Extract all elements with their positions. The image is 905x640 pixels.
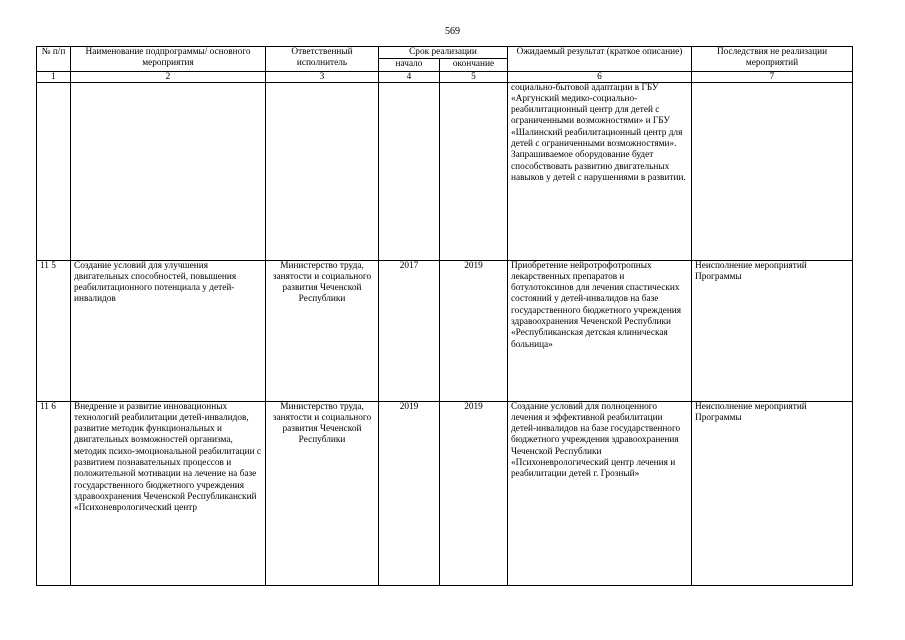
column-number: 5 bbox=[440, 71, 508, 82]
row-name: Внедрение и развитие инновационных технологий реабилитации детей-инвалидов, развитие методик функциональных и двигательных возможностей организма, методик психо-эмоциональной реабилитации с развитием познавательных процессов и положительной мотивации на лечение на базе государственного бюджетного учреждения здравоохранения Чеченской Республиканский «Психоневрологический центр bbox=[71, 401, 266, 585]
page-number: 569 bbox=[445, 26, 460, 37]
row-result: социально-бытовой адаптации в ГБУ «Аргунский медико-социально-реабилитационный центр для детей с ограниченными возможностями» и ГБУ «Шалинский реабилитационный центр для детей с ограниченными возможностями». Запрашиваемое оборудование будет способствовать развитию двигательных навыков у детей с нарушениями в развитии. bbox=[508, 82, 692, 260]
header-responsible: Ответственный исполнитель bbox=[266, 47, 379, 72]
column-number: 4 bbox=[379, 71, 440, 82]
row-consequence: Неисполнение мероприятий Программы bbox=[692, 401, 853, 585]
row-responsible: Министерство труда, занятости и социального развития Чеченской Республики bbox=[266, 401, 379, 585]
row-name: Создание условий для улучшения двигательных способностей, повышения реабилитационного потенциала у детей-инвалидов bbox=[71, 260, 266, 401]
row-name bbox=[71, 82, 266, 260]
row-num bbox=[37, 82, 71, 260]
row-end bbox=[440, 82, 508, 260]
column-number-row bbox=[37, 71, 853, 82]
column-number: 7 bbox=[692, 71, 853, 82]
header-end: окончание bbox=[440, 59, 508, 71]
row-end: 2019 bbox=[440, 401, 508, 585]
row-consequence bbox=[692, 82, 853, 260]
header-num: № п/п bbox=[37, 47, 71, 72]
row-start: 2019 bbox=[379, 401, 440, 585]
header-period: Срок реализации bbox=[379, 47, 508, 59]
header-consequence: Последствия не реализации мероприятий bbox=[692, 47, 853, 72]
table-row bbox=[37, 82, 853, 260]
column-number: 6 bbox=[508, 71, 692, 82]
column-number: 2 bbox=[71, 71, 266, 82]
header-row bbox=[37, 47, 853, 59]
column-number: 3 bbox=[266, 71, 379, 82]
row-num: 11 6 bbox=[37, 401, 71, 585]
row-start bbox=[379, 82, 440, 260]
column-number: 1 bbox=[37, 71, 71, 82]
row-result: Создание условий для полноценного лечения и эффективной реабилитации детей-инвалидов на базе государственного бюджетного учреждения здравоохранения Чеченской Республики «Психоневрологический центр лечения и реабилитации детей г. Грозный» bbox=[508, 401, 692, 585]
program-table bbox=[36, 46, 853, 586]
row-responsible bbox=[266, 82, 379, 260]
table-row bbox=[37, 401, 853, 585]
table-row bbox=[37, 260, 853, 401]
row-end: 2019 bbox=[440, 260, 508, 401]
header-name: Наименование подпрограммы/ основного мероприятия bbox=[71, 47, 266, 72]
row-result: Приобретение нейротрофотропных лекарственных препаратов и ботулотоксинов для лечения спастических состояний у детей-инвалидов на базе государственного бюджетного учреждения здравоохранения Чеченской Республики «Республиканская детская клиническая больница» bbox=[508, 260, 692, 401]
row-responsible: Министерство труда, занятости и социального развития Чеченской Республики bbox=[266, 260, 379, 401]
row-start: 2017 bbox=[379, 260, 440, 401]
header-start: начало bbox=[379, 59, 440, 71]
row-num: 11 5 bbox=[37, 260, 71, 401]
header-result: Ожидаемый результат (краткое описание) bbox=[508, 47, 692, 72]
row-consequence: Неисполнение мероприятий Программы bbox=[692, 260, 853, 401]
